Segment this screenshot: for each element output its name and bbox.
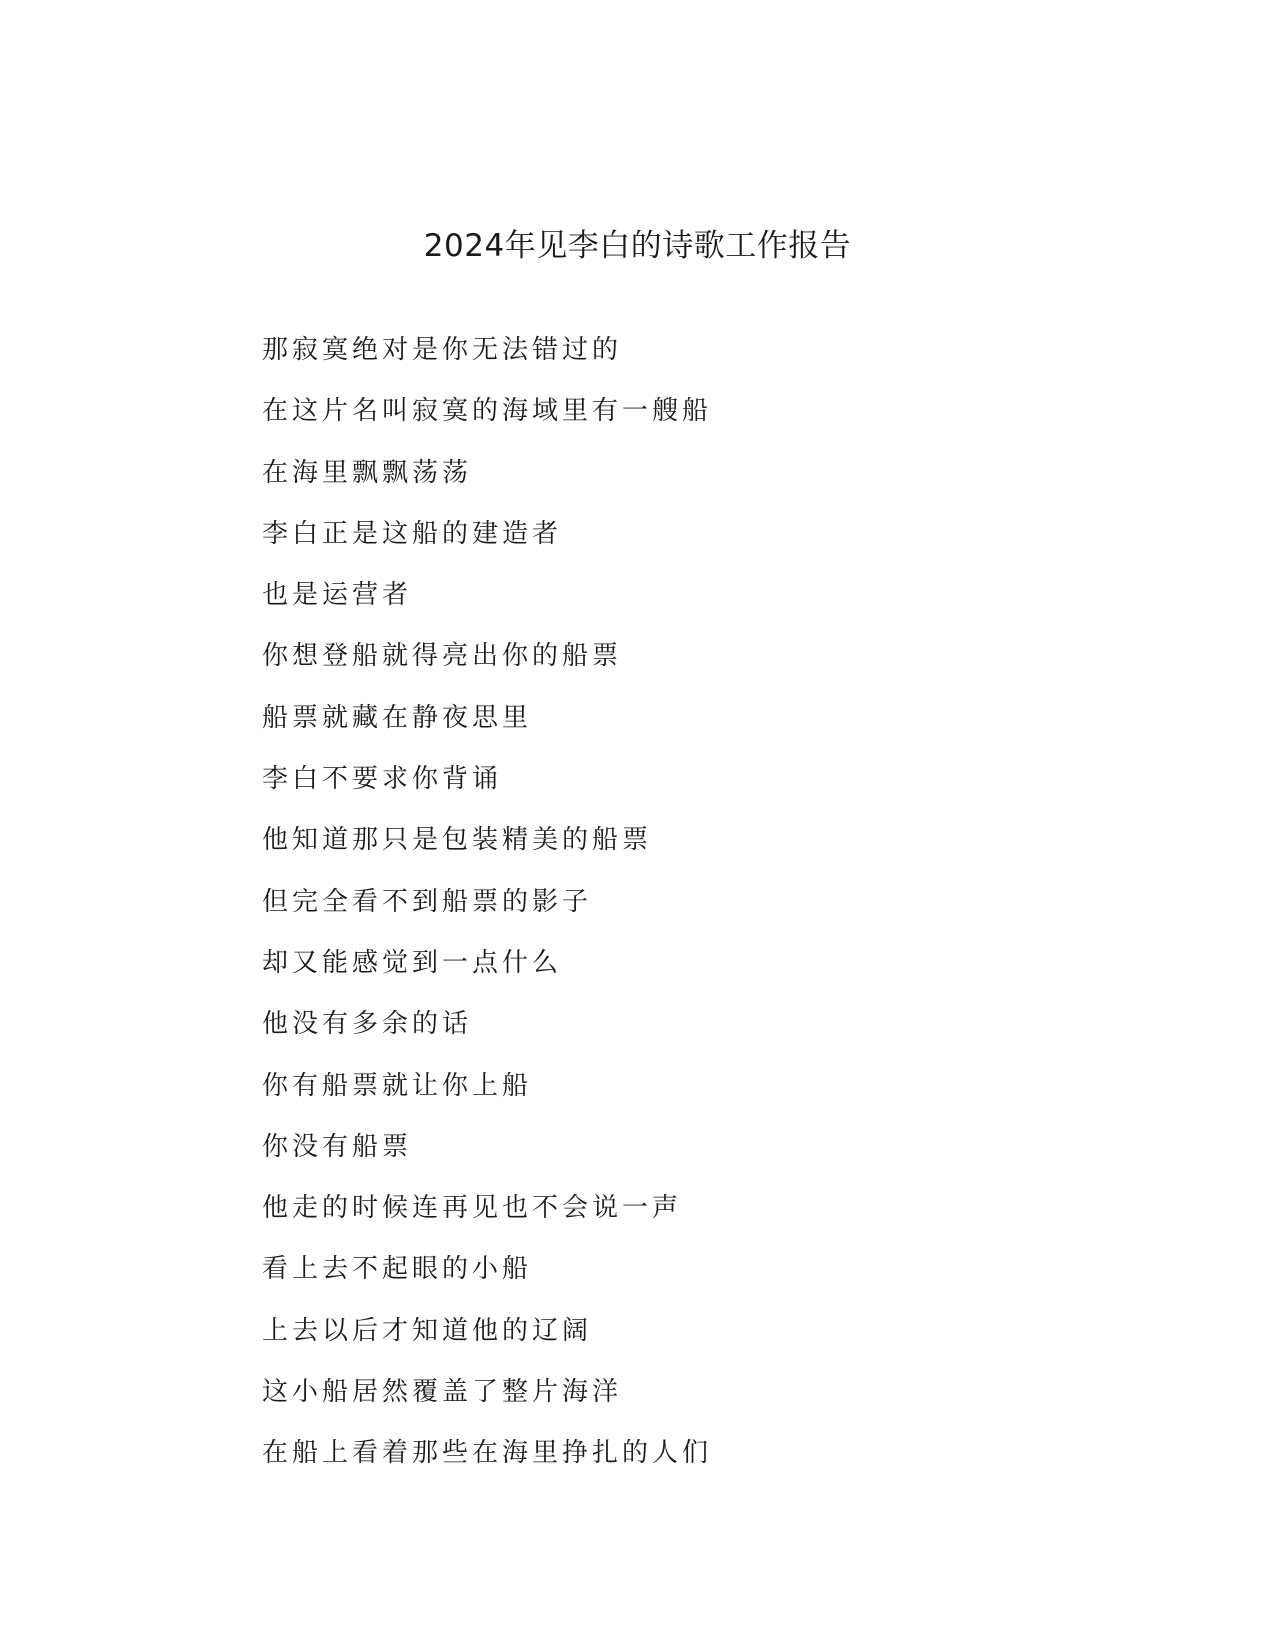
poem-line: 他走的时候连再见也不会说一声: [262, 1193, 683, 1224]
poem-line: 你没有船票: [262, 1131, 413, 1162]
poem-line: 李白正是这船的建造者: [262, 518, 563, 549]
poem-line: 也是运营者: [262, 580, 413, 611]
poem-line: 李白不要求你背诵: [262, 764, 503, 795]
poem-line: 船票就藏在静夜思里: [262, 702, 533, 733]
poem-line: 他没有多余的话: [262, 1009, 473, 1040]
poem-line: 看上去不起眼的小船: [262, 1254, 533, 1285]
poem-line: 你有船票就让你上船: [262, 1070, 533, 1101]
poem-line: 但完全看不到船票的影子: [262, 886, 593, 917]
poem-line: 这小船居然覆盖了整片海洋: [262, 1377, 623, 1408]
poem-line: 在船上看着那些在海里挣扎的人们: [262, 1438, 713, 1469]
poem-line: 在海里飘飘荡荡: [262, 457, 473, 488]
poem-line: 他知道那只是包装精美的船票: [262, 825, 653, 856]
poem-line: 在这片名叫寂寞的海域里有一艘船: [262, 396, 713, 427]
poem-line: 你想登船就得亮出你的船票: [262, 641, 623, 672]
poem-line: 那寂寞绝对是你无法错过的: [262, 335, 623, 365]
document-title: 2024年见李白的诗歌工作报告: [423, 227, 852, 264]
poem-line: 上去以后才知道他的辽阔: [262, 1315, 593, 1346]
poem-body: [262, 330, 1022, 1495]
poem-line: 却又能感觉到一点什么: [262, 947, 563, 978]
